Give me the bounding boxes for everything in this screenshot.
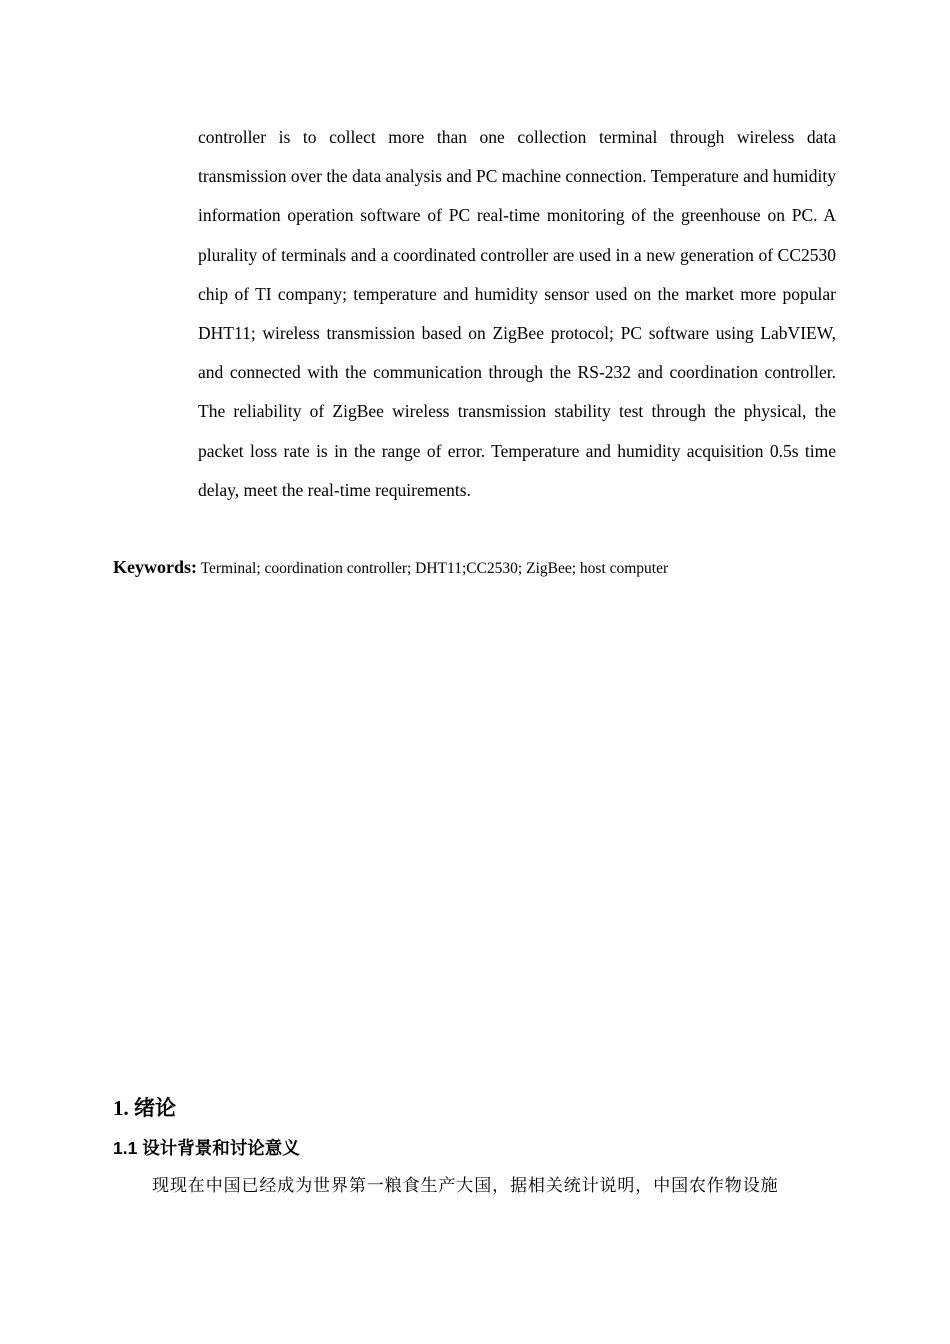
body-paragraph: 现现在中国已经成为世界第一粮食生产大国，据相关统计说明，中国农作物设施 <box>152 1176 779 1196</box>
keywords-line <box>113 553 853 583</box>
section-heading: 1. 绪论 <box>113 1096 176 1120</box>
subsection-heading: 1.1 设计背景和讨论意义 <box>113 1138 300 1158</box>
keywords-text: Terminal; coordination controller; DHT11;CC2530; ZigBee; host computer <box>200 560 669 577</box>
keywords-label: Keywords: <box>113 557 197 577</box>
abstract-paragraph: controller is to collect more than one collection terminal through wireless data transmission over the data analysis and PC machine connection. Temperature and humidity information operation software of PC real-time monitoring of the greenhouse on PC. A plurality of terminals and a coordinated controller are used in a new generation of CC2530 chip of TI company; temperature and humidity sensor used on the market more popular DHT11; wireless transmission based on ZigBee protocol; PC software using LabVIEW, and connected with the communication through the RS-232 and coordination controller. The reliability of ZigBee wireless transmission stability test through the physical, the packet loss rate is in the range of error. Temperature and humidity acquisition 0.5s time delay, meet the real-time requirements. <box>198 127 837 500</box>
